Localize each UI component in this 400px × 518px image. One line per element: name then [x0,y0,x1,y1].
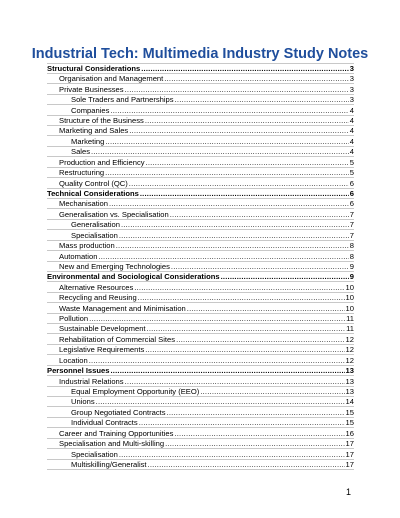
toc-entry-page: 10 [345,282,354,292]
toc-entry-title: Specialisation [71,449,118,459]
document-title: Industrial Tech: Multimedia Industry Study Notes [31,46,369,62]
toc-entry-title: Structure of the Business [59,116,144,126]
toc-dot-leader [105,137,348,146]
toc-dot-leader [129,179,349,188]
toc-entry-page: 8 [349,251,354,261]
toc-entry[interactable] [47,334,354,344]
toc-entry-page: 7 [349,230,354,240]
toc-entry-title: Sole Traders and Partnerships [71,95,174,105]
toc-entry[interactable] [47,387,354,397]
toc-entry-page: 7 [349,209,354,219]
toc-dot-leader [146,158,349,167]
toc-dot-leader [148,460,345,469]
toc-entry[interactable] [47,262,354,272]
toc-entry[interactable] [47,366,354,376]
toc-dot-leader [221,272,349,281]
toc-entry-page: 10 [345,303,354,313]
toc-entry[interactable] [47,272,354,282]
toc-entry[interactable] [47,178,354,188]
toc-entry-page: 3 [349,74,354,84]
toc-entry-title: Quality Control (QC) [59,178,128,188]
toc-entry-title: New and Emerging Technologies [59,261,170,271]
toc-entry-title: Technical Considerations [47,188,139,198]
toc-entry-title: Sustainable Development [59,324,146,334]
toc-entry[interactable] [47,407,354,417]
toc-entry-page: 17 [345,449,354,459]
toc-entry-title: Specialisation and Multi-skilling [59,439,165,449]
toc-entry-title: Automation [59,251,98,261]
toc-dot-leader [121,220,349,229]
toc-entry-title: Recycling and Reusing [59,293,137,303]
toc-entry[interactable] [47,428,354,438]
toc-entry-page: 6 [349,178,354,188]
toc-entry[interactable] [47,376,354,386]
toc-entry-title: Career and Training Opportunities [59,428,174,438]
toc-entry-title: Specialisation [71,230,118,240]
toc-dot-leader [98,252,348,261]
toc-entry-page: 15 [345,418,354,428]
toc-dot-leader [170,210,349,219]
toc-entry[interactable] [47,460,354,470]
toc-entry-page: 14 [345,397,354,407]
toc-dot-leader [175,95,349,104]
toc-entry-page: 16 [345,428,354,438]
toc-entry-title: Personnel Issues [47,366,110,376]
toc-dot-leader [89,314,345,323]
toc-entry-title: Alternative Resources [59,282,134,292]
toc-entry[interactable] [47,147,354,157]
toc-entry-title: Unions [71,397,95,407]
toc-entry[interactable] [47,449,354,459]
page-number: 1 [346,487,352,497]
toc-entry-page: 11 [346,314,354,324]
toc-entry[interactable] [47,116,354,126]
toc-entry[interactable] [47,136,354,146]
toc-entry-title: Location [59,355,88,365]
toc-entry-page: 15 [345,407,354,417]
toc-dot-leader [109,199,349,208]
toc-entry-title: Legislative Requirements [59,345,145,355]
toc-entry[interactable] [47,168,354,178]
toc-entry[interactable] [47,105,354,115]
toc-entry[interactable] [47,84,354,94]
toc-entry-page: 17 [345,459,354,469]
toc-dot-leader [105,168,349,177]
toc-dot-leader [167,408,345,417]
toc-dot-leader [141,64,349,73]
toc-entry[interactable] [47,157,354,167]
toc-entry[interactable] [47,126,354,136]
toc-entry-page: 6 [349,199,354,209]
toc-dot-leader [176,335,344,344]
toc-entry-page: 7 [349,220,354,230]
toc-entry-title: Organisation and Management [59,74,164,84]
toc-entry-page: 4 [349,116,354,126]
toc-entry[interactable] [47,355,354,365]
toc-entry-page: 5 [349,168,354,178]
toc-entry[interactable] [47,220,354,230]
toc-dot-leader [165,439,344,448]
toc-entry-title: Structural Considerations [47,63,141,73]
toc-entry-page: 3 [349,63,354,73]
toc-entry-page: 17 [345,439,354,449]
toc-dot-leader [164,74,348,83]
toc-entry-title: Mass production [59,241,115,251]
toc-entry-title: Pollution [59,314,89,324]
toc-entry[interactable] [47,95,354,105]
toc-entry-page: 12 [345,334,354,344]
table-of-contents [47,63,354,470]
toc-entry-page: 11 [346,324,354,334]
toc-entry[interactable] [47,282,354,292]
toc-entry-title: Generalisation [71,220,120,230]
toc-dot-leader [187,304,345,313]
toc-dot-leader [125,85,349,94]
toc-entry-page: 9 [349,261,354,271]
toc-entry[interactable] [47,418,354,428]
toc-entry[interactable] [47,199,354,209]
toc-entry[interactable] [47,439,354,449]
toc-entry-page: 3 [349,84,354,94]
toc-entry[interactable] [47,303,354,313]
toc-dot-leader [147,324,346,333]
toc-dot-leader [139,418,345,427]
toc-entry-page: 9 [349,272,354,282]
toc-entry-title: Rehabilitation of Commercial Sites [59,334,176,344]
toc-dot-leader [134,283,344,292]
toc-entry[interactable] [47,314,354,324]
toc-dot-leader [200,387,344,396]
toc-entry[interactable] [47,189,354,199]
toc-entry[interactable] [47,293,354,303]
toc-entry-title: Generalisation vs. Specialisation [59,209,169,219]
toc-entry-title: Marketing and Sales [59,126,129,136]
toc-entry-title: Marketing [71,136,105,146]
toc-entry[interactable] [47,324,354,334]
toc-dot-leader [89,356,345,365]
toc-entry[interactable] [47,209,354,219]
toc-dot-leader [138,293,345,302]
toc-dot-leader [110,366,344,375]
toc-dot-leader [125,377,345,386]
toc-dot-leader [174,429,344,438]
toc-entry-title: Group Negotiated Contracts [71,407,166,417]
toc-dot-leader [96,397,345,406]
toc-entry-page: 13 [345,387,354,396]
toc-entry-page: 4 [349,126,354,136]
toc-dot-leader [116,241,349,250]
toc-entry-title: Companies [71,105,110,115]
toc-entry-title: Industrial Relations [59,376,124,386]
toc-entry[interactable] [47,241,354,251]
toc-entry-page: 3 [349,95,354,105]
toc-dot-leader [119,231,349,240]
toc-entry-title: Multiskilling/Generalist [71,459,147,469]
toc-dot-leader [140,189,349,198]
toc-entry-page: 13 [345,376,354,386]
toc-dot-leader [119,450,345,459]
toc-dot-leader [171,262,349,271]
toc-entry-title: Private Businesses [59,84,124,94]
toc-entry[interactable] [47,74,354,84]
toc-entry-page: 4 [349,105,354,115]
toc-entry-page: 10 [345,293,354,303]
toc-entry-page: 13 [345,366,354,376]
toc-entry[interactable] [47,251,354,261]
toc-entry[interactable] [47,64,354,74]
toc-entry-page: 12 [345,345,354,355]
toc-entry-title: Individual Contracts [71,418,138,428]
toc-entry-title: Mechanisation [59,199,108,209]
toc-entry-page: 6 [349,188,354,198]
toc-entry[interactable] [47,230,354,240]
toc-entry-title: Waste Management and Minimisation [59,303,186,313]
toc-entry-title: Restructuring [59,168,105,178]
toc-entry-page: 12 [345,355,354,365]
toc-entry-title: Production and Efficiency [59,157,145,167]
toc-dot-leader [91,147,349,156]
toc-entry-page: 8 [349,241,354,251]
toc-dot-leader [145,116,349,125]
toc-entry-page: 5 [349,157,354,167]
toc-entry-title: Environmental and Sociological Considerations [47,272,220,282]
toc-dot-leader [110,106,348,115]
toc-entry-title: Sales [71,147,90,157]
toc-dot-leader [145,345,344,354]
toc-entry[interactable] [47,397,354,407]
toc-entry-page: 4 [349,147,354,157]
toc-entry-page: 4 [349,136,354,146]
toc-entry[interactable] [47,345,354,355]
toc-dot-leader [129,126,349,135]
toc-entry-title: Equal Employment Opportunity (EEO) [71,387,200,396]
